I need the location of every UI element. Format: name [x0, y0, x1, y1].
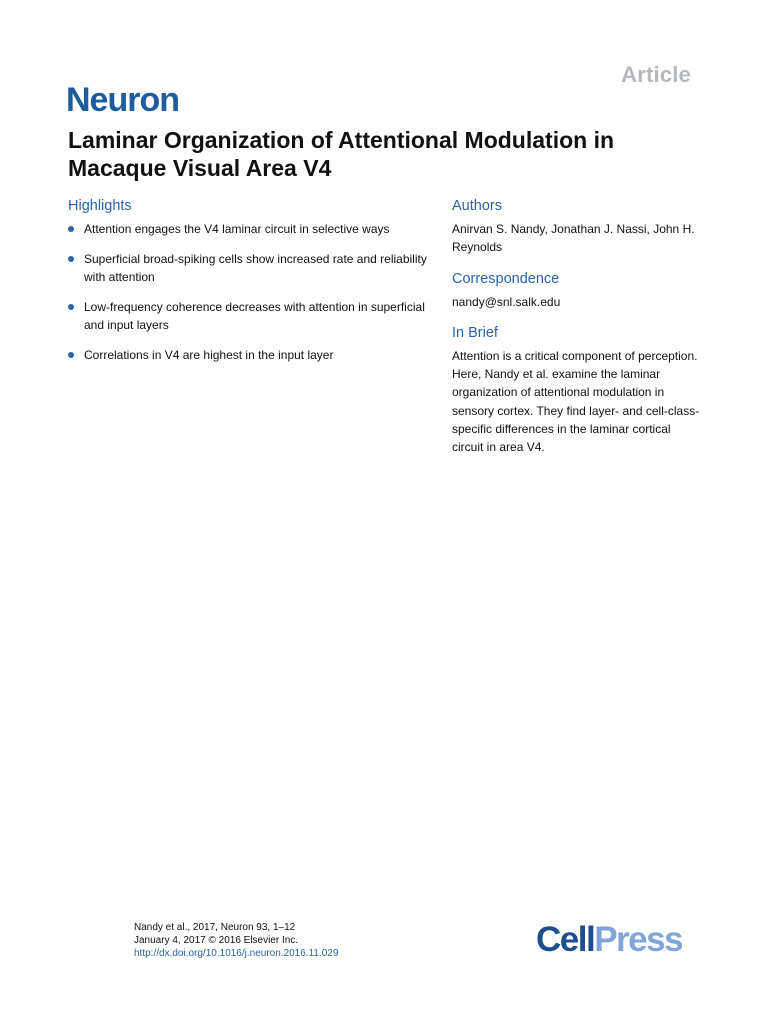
- highlight-item: [68, 298, 428, 334]
- cellpress-logo-press: Press: [594, 920, 683, 959]
- highlight-text: Low-frequency coherence decreases with attention in superficial and input layers: [84, 300, 425, 332]
- highlights-heading: Highlights: [68, 198, 132, 214]
- correspondence-email[interactable]: nandy@snl.salk.edu: [452, 294, 561, 309]
- summary-column: [452, 198, 702, 471]
- correspondence-heading: Correspondence: [452, 270, 560, 287]
- cellpress-logo: [536, 918, 682, 962]
- authors-text: Anirvan S. Nandy, Jonathan J. Nassi, John H. Reynolds: [452, 222, 695, 255]
- highlight-text: Superficial broad-spiking cells show increased rate and reliability with attention: [84, 252, 427, 284]
- authors-heading: Authors: [452, 198, 502, 214]
- cellpress-logo-cell: Cell: [536, 920, 595, 959]
- in-brief-text: Attention is a critical component of perception. Here, Nandy et al. examine the laminar organization of attentional modulation in sensory cortex. They find layer- and cell-class-specific differences in the laminar cortical circuit in area V4.: [452, 348, 700, 455]
- date-copyright-line: January 4, 2017 © 2016 Elsevier Inc.: [134, 935, 299, 946]
- highlight-item: [68, 346, 428, 364]
- journal-logo: Neuron: [66, 81, 179, 119]
- highlight-item: [68, 250, 428, 286]
- citation-block: [134, 921, 338, 960]
- bullet-icon: [68, 304, 74, 310]
- bullet-icon: [68, 226, 74, 232]
- correspondence-section: [452, 271, 702, 311]
- highlight-item: [68, 220, 428, 238]
- article-type-label: Article: [621, 62, 691, 87]
- highlights-list: [68, 220, 428, 364]
- in-brief-section: [452, 325, 702, 457]
- highlight-text: Attention engages the V4 laminar circuit in selective ways: [84, 222, 390, 236]
- bullet-icon: [68, 352, 74, 358]
- authors-section: [452, 198, 702, 257]
- in-brief-heading: In Brief: [452, 324, 498, 341]
- doi-link[interactable]: http://dx.doi.org/10.1016/j.neuron.2016.11.029: [134, 948, 339, 959]
- highlight-text: Correlations in V4 are highest in the input layer: [84, 348, 334, 362]
- bullet-icon: [68, 256, 74, 262]
- citation-line: Nandy et al., 2017, Neuron 93, 1–12: [134, 922, 296, 933]
- highlights-section: [68, 198, 428, 376]
- paper-title: Laminar Organization of Attentional Modulation in Macaque Visual Area V4: [68, 127, 615, 181]
